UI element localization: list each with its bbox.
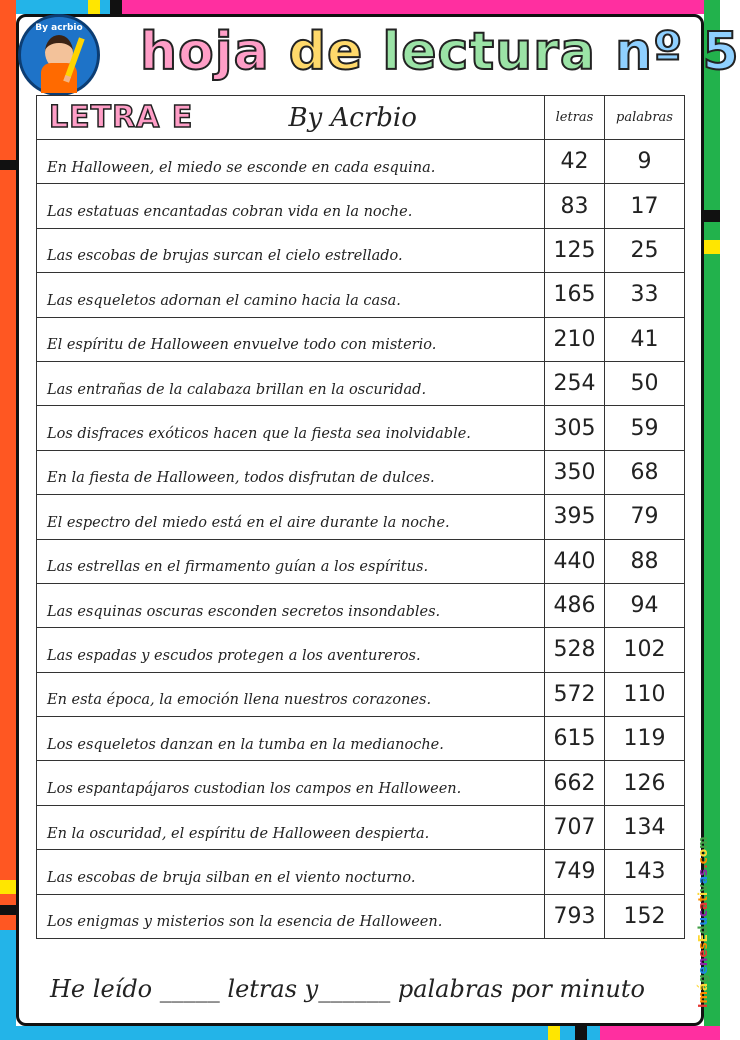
border-block <box>0 905 16 915</box>
sentence-cell: Las escobas de brujas surcan el cielo estrellado. <box>37 228 545 272</box>
palabras-header: palabras <box>605 96 685 140</box>
letras-count: 662 <box>545 761 605 805</box>
sentence-cell: Los esqueletos danzan en la tumba en la medianoche. <box>37 717 545 761</box>
table-row <box>37 894 685 938</box>
letras-header: letras <box>545 96 605 140</box>
table-row <box>37 140 685 184</box>
sentence-cell: Las espadas y escudos protegen a los aventureros. <box>37 628 545 672</box>
title-part: nº 5 <box>615 22 740 82</box>
table-row <box>37 628 685 672</box>
border-block <box>704 210 720 222</box>
title-part: lectura <box>382 22 596 82</box>
letter-label: LETRA E <box>49 100 194 135</box>
table-row <box>37 317 685 361</box>
sentence-cell: En esta época, la emoción llena nuestros corazones. <box>37 672 545 716</box>
table-row <box>37 228 685 272</box>
border-block <box>704 240 720 254</box>
border-top-blue <box>0 0 120 14</box>
letras-count: 707 <box>545 805 605 849</box>
sentence-cell: En Halloween, el miedo se esconde en cada esquina. <box>37 140 545 184</box>
letras-count: 440 <box>545 539 605 583</box>
palabras-count: 94 <box>605 583 685 627</box>
palabras-count: 9 <box>605 140 685 184</box>
table-row <box>37 761 685 805</box>
letras-count: 165 <box>545 273 605 317</box>
palabras-count: 33 <box>605 273 685 317</box>
letras-count: 42 <box>545 140 605 184</box>
palabras-count: 110 <box>605 672 685 716</box>
border-left-orange <box>0 0 16 960</box>
letras-count: 125 <box>545 228 605 272</box>
palabras-count: 59 <box>605 406 685 450</box>
border-block <box>0 160 16 170</box>
table-row <box>37 450 685 494</box>
sentence-cell: El espectro del miedo está en el aire durante la noche. <box>37 495 545 539</box>
letras-count: 486 <box>545 583 605 627</box>
letras-count: 350 <box>545 450 605 494</box>
table-row <box>37 805 685 849</box>
page-title <box>140 22 740 92</box>
border-block <box>0 880 16 894</box>
letras-count: 305 <box>545 406 605 450</box>
sentence-cell: Las entrañas de la calabaza brillan en la oscuridad. <box>37 361 545 405</box>
palabras-count: 41 <box>605 317 685 361</box>
sentence-cell: El espíritu de Halloween envuelve todo con misterio. <box>37 317 545 361</box>
table-row <box>37 850 685 894</box>
border-block <box>548 1026 560 1040</box>
watermark-text: ImágenesEducativas.com <box>696 836 710 1008</box>
border-left-blue <box>0 930 16 1040</box>
letras-count: 254 <box>545 361 605 405</box>
letras-count: 793 <box>545 894 605 938</box>
letras-count: 749 <box>545 850 605 894</box>
sentence-cell: En la oscuridad, el espíritu de Halloween despierta. <box>37 805 545 849</box>
table-row <box>37 672 685 716</box>
header-cell <box>37 96 545 140</box>
palabras-count: 143 <box>605 850 685 894</box>
table-header-row <box>37 96 685 140</box>
border-block <box>575 1026 587 1040</box>
border-bottom-pink <box>600 1026 720 1040</box>
palabras-count: 119 <box>605 717 685 761</box>
watermark <box>682 830 710 1010</box>
logo <box>18 14 100 96</box>
letras-count: 83 <box>545 184 605 228</box>
table-row <box>37 273 685 317</box>
palabras-count: 25 <box>605 228 685 272</box>
table-row <box>37 583 685 627</box>
palabras-count: 152 <box>605 894 685 938</box>
palabras-count: 134 <box>605 805 685 849</box>
logo-text: By acrbio <box>35 23 83 33</box>
palabras-count: 50 <box>605 361 685 405</box>
sentence-cell: Las estatuas encantadas cobran vida en la noche. <box>37 184 545 228</box>
letras-count: 210 <box>545 317 605 361</box>
letras-count: 615 <box>545 717 605 761</box>
table-row <box>37 361 685 405</box>
sentence-cell: Las escobas de bruja silban en el viento nocturno. <box>37 850 545 894</box>
reading-table <box>36 95 685 939</box>
sentence-cell: Los espantapájaros custodian los campos en Halloween. <box>37 761 545 805</box>
border-block <box>88 0 100 14</box>
title-part: hoja <box>140 22 270 82</box>
sentence-cell: En la fiesta de Halloween, todos disfrutan de dulces. <box>37 450 545 494</box>
sentence-cell: Los enigmas y misterios son la esencia de Halloween. <box>37 894 545 938</box>
palabras-count: 68 <box>605 450 685 494</box>
table-row <box>37 495 685 539</box>
title-part: de <box>288 22 364 82</box>
sentence-cell: Las estrellas en el firmamento guían a los espíritus. <box>37 539 545 583</box>
table-row <box>37 539 685 583</box>
palabras-count: 88 <box>605 539 685 583</box>
palabras-count: 126 <box>605 761 685 805</box>
border-block <box>110 0 122 14</box>
letras-count: 395 <box>545 495 605 539</box>
letras-count: 528 <box>545 628 605 672</box>
border-bottom-blue <box>0 1026 600 1040</box>
palabras-count: 102 <box>605 628 685 672</box>
reading-summary: He leído _____ letras y______ palabras por minuto <box>50 975 645 1003</box>
letras-count: 572 <box>545 672 605 716</box>
table-row <box>37 717 685 761</box>
sentence-cell: Las esquinas oscuras esconden secretos insondables. <box>37 583 545 627</box>
border-top-pink <box>120 0 720 14</box>
table-row <box>37 184 685 228</box>
palabras-count: 17 <box>605 184 685 228</box>
sentence-cell: Los disfraces exóticos hacen que la fiesta sea inolvidable. <box>37 406 545 450</box>
table-row <box>37 406 685 450</box>
palabras-count: 79 <box>605 495 685 539</box>
sentence-cell: Las esqueletos adornan el camino hacia la casa. <box>37 273 545 317</box>
author-label: By Acrbio <box>288 102 417 133</box>
